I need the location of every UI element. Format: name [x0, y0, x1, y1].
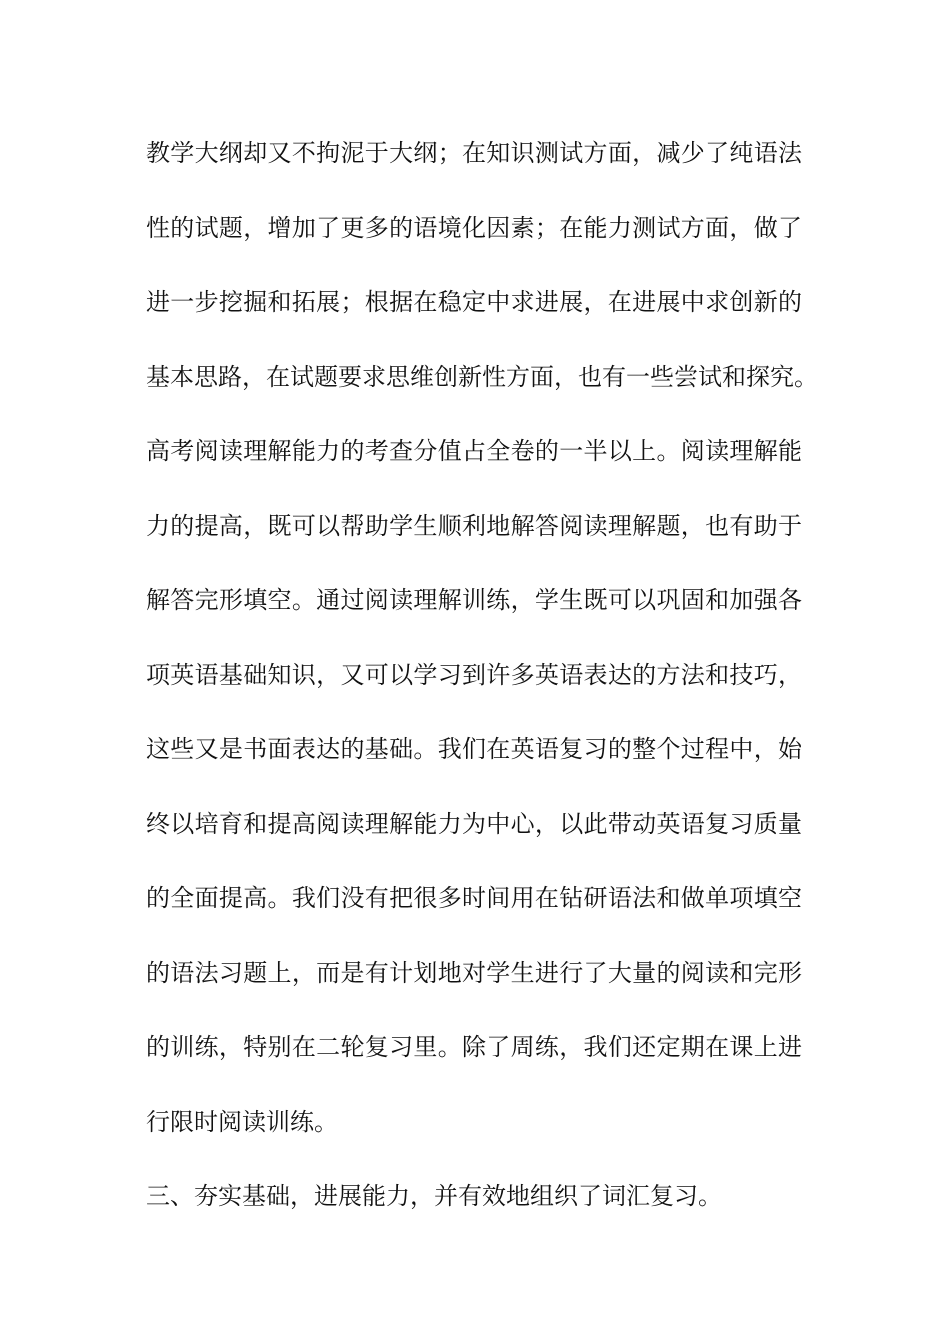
section-heading-3: 三、夯实基础，进展能力，并有效地组织了词汇复习。	[146, 1182, 722, 1210]
text-line-3: 进一步挖掘和拓展；根据在稳定中求进展，在进展中求创新的	[146, 288, 802, 316]
text-line-9: 这些又是书面表达的基础。我们在英语复习的整个过程中，始	[146, 735, 802, 763]
text-line-10: 终以培育和提高阅读理解能力为中心，以此带动英语复习质量	[146, 809, 802, 838]
text-line-13: 的训练，特别在二轮复习里。除了周练，我们还定期在课上进	[146, 1033, 802, 1061]
text-line-4: 基本思路，在试题要求思维创新性方面，也有一些尝试和探究。	[146, 362, 818, 391]
text-line-1: 教学大纲却又不拘泥于大纲；在知识测试方面，减少了纯语法	[146, 139, 802, 167]
text-line-6: 力的提高，既可以帮助学生顺利地解答阅读理解题，也有助于	[146, 511, 802, 540]
text-line-2: 性的试题，增加了更多的语境化因素；在能力测试方面，做了	[146, 213, 802, 242]
text-line-12: 的语法习题上，而是有计划地对学生进行了大量的阅读和完形	[146, 958, 802, 987]
text-line-11: 的全面提高。我们没有把很多时间用在钻研语法和做单项填空	[146, 884, 802, 912]
text-line-14: 行限时阅读训练。	[146, 1107, 338, 1136]
body-text	[146, 128, 826, 1246]
text-line-7: 解答完形填空。通过阅读理解训练，学生既可以巩固和加强各	[146, 586, 802, 614]
text-line-5: 高考阅读理解能力的考查分值占全卷的一半以上。阅读理解能	[146, 437, 802, 465]
text-line-8: 项英语基础知识，又可以学习到许多英语表达的方法和技巧，	[146, 660, 802, 689]
